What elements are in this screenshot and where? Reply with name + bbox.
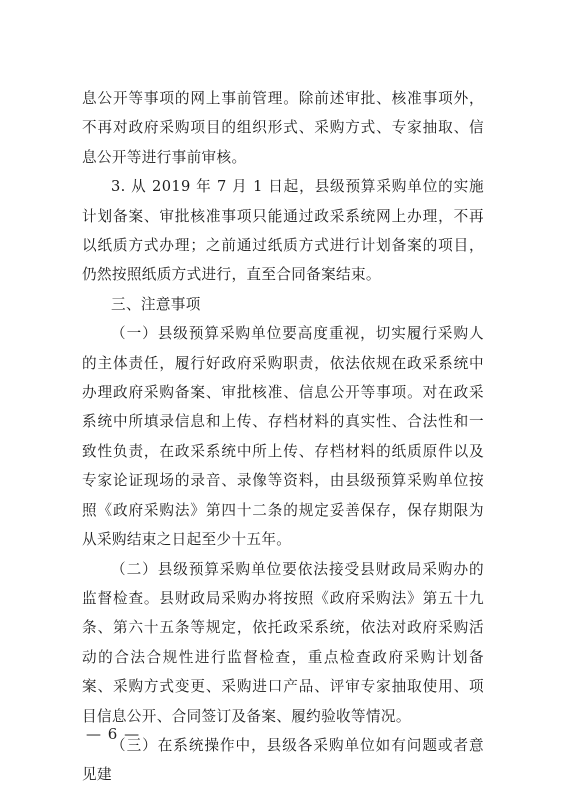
document-body bbox=[82, 84, 484, 790]
paragraph-note-3: （三）在系统操作中，县级各采购单位如有问题或者意见建 bbox=[82, 736, 484, 784]
paragraph-note-1: （一）县级预算采购单位要高度重视，切实履行采购人的主体责任，履行好政府采购职责，依法依规在政采系统中办理政府采购备案、审批核准、信息公开等事项。对在政采系统中所填录信息和上传、存档材料的真实性、合法性和一致性负责，在政采系统中所上传、存档材料的纸质原件以及专家论证现场的录音、录像等资料，由县级预算采购单位按照《政府采购法》第四十二条的规定妥善保存，保存期限为从采购结束之日起至少十五年。 bbox=[82, 325, 484, 549]
paragraph-item-3: 3. 从 2019 年 7 月 1 日起，县级预算采购单位的实施计划备案、审批核准事项只能通过政采系统网上办理，不再以纸质方式办理；之前通过纸质方式进行计划备案的项目，仍然按照纸质方式进行，直至合同备案结束。 bbox=[82, 178, 484, 284]
paragraph-continuation: 息公开等事项的网上事前管理。除前述审批、核准事项外，不再对政府采购项目的组织形式、采购方式、专家抽取、信息公开等进行事前审核。 bbox=[82, 90, 484, 166]
section-heading-notes: 三、注意事项 bbox=[111, 295, 201, 313]
paragraph-note-2: （二）县级预算采购单位要依法接受县财政局采购办的监督检查。县财政局采购办将按照《政府采购法》第五十九条、第六十五条等规定，依托政采系统，依法对政府采购活动的合法合规性进行监督检查，重点检查政府采购计划备案、采购方式变更、采购进口产品、评审专家抽取使用、项目信息公开、合同签订及备案、履约验收等情况。 bbox=[82, 560, 484, 725]
page-number: — 6 — bbox=[86, 725, 141, 743]
